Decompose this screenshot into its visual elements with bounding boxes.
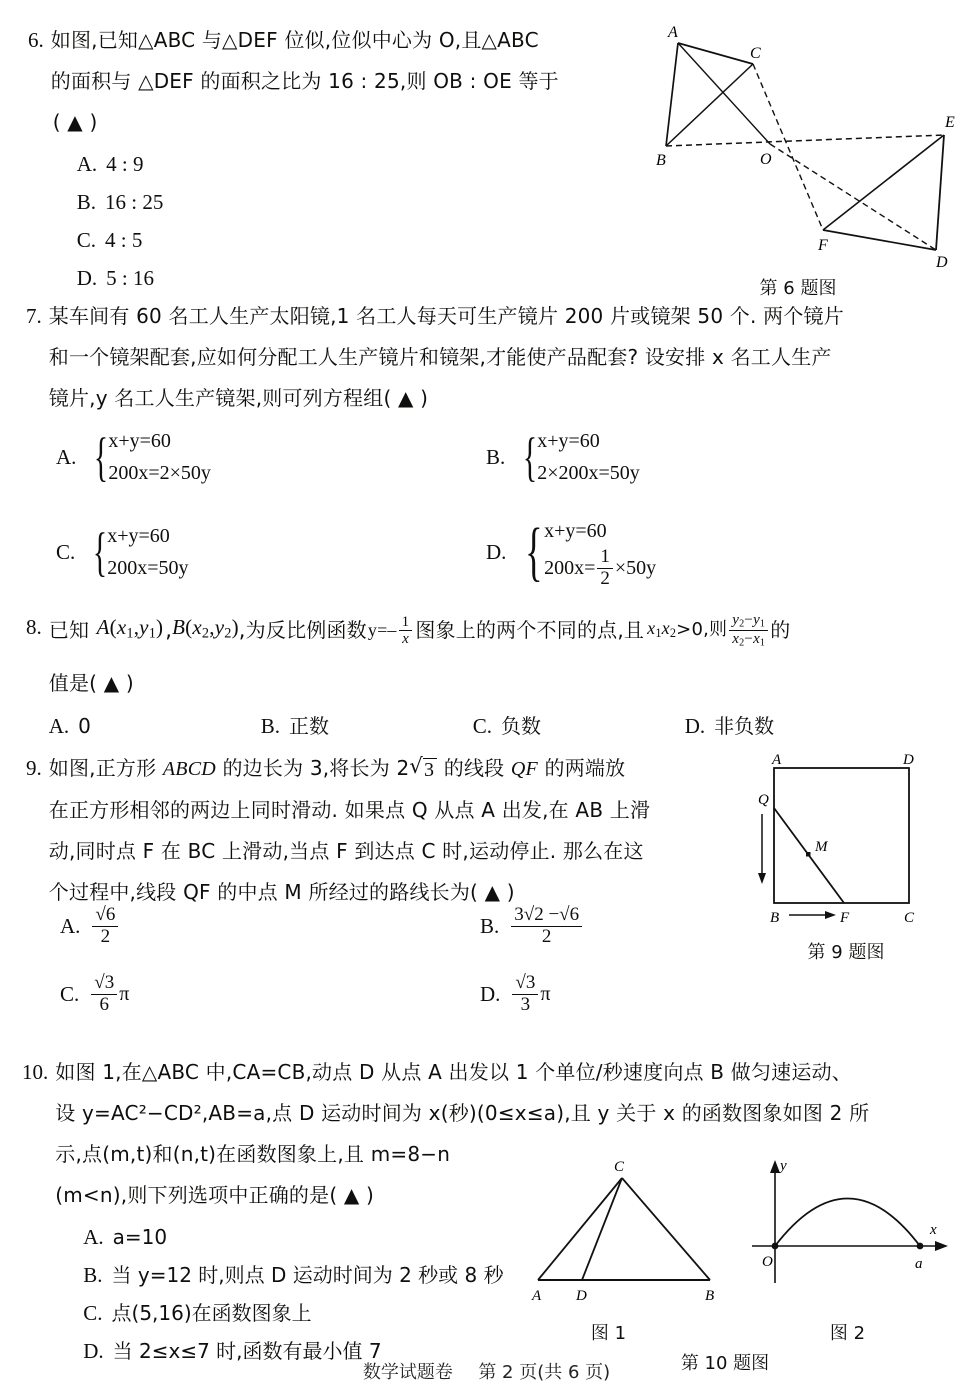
fraction-numerator: $y_2-y_1$ bbox=[729, 612, 768, 631]
question-9-line-1: 如图,正方形 ABCD 的边长为 3,将长为 2 √ 3 的线段 QF 的两端放 bbox=[48, 754, 626, 781]
svg-text:D: D bbox=[576, 1288, 587, 1304]
option-label: C. bbox=[56, 539, 76, 564]
option-label: C. bbox=[76, 228, 97, 252]
option-text: 负数 bbox=[501, 713, 542, 738]
option-text: 0 bbox=[78, 713, 91, 738]
svg-text:M: M bbox=[815, 839, 828, 855]
question-7-number: 7. bbox=[26, 304, 42, 328]
q8-text-3: 图象上的两个不同的点,且 bbox=[415, 618, 645, 643]
fraction-numerator: 1 bbox=[399, 614, 413, 631]
question-9-line-3: 动,同时点 F 在 BC 上滑动,当点 F 到达点 C 时,运动停止. 那么在这 bbox=[48, 839, 644, 863]
fraction-numerator: 3√2 −√6 bbox=[511, 905, 582, 927]
question-10-figure-1 bbox=[496, 1148, 736, 1345]
fraction-one-over-x bbox=[399, 614, 413, 647]
question-9-option-b[interactable] bbox=[480, 905, 584, 947]
brace-glyph: { bbox=[523, 426, 538, 487]
question-6-option-c[interactable] bbox=[77, 221, 668, 259]
option-label: B. bbox=[83, 1263, 103, 1287]
point-b-coordinates: $B(x_2,y_2)$ bbox=[172, 615, 239, 642]
equation-suffix: ×50y bbox=[614, 557, 657, 580]
fraction-denominator: 2 bbox=[541, 925, 552, 947]
option-label: A. bbox=[60, 913, 81, 938]
option-label: D. bbox=[684, 713, 706, 738]
svg-text:E: E bbox=[945, 114, 955, 131]
fraction-numerator: 1 bbox=[597, 547, 613, 569]
question-6-figure-caption: 第 6 题图 bbox=[759, 278, 837, 299]
question-7-options bbox=[56, 425, 956, 589]
svg-text:F: F bbox=[818, 237, 828, 254]
figure-10-1-svg bbox=[496, 1148, 736, 1313]
option-label: A. bbox=[76, 152, 98, 176]
question-10-number: 10. bbox=[22, 1060, 49, 1084]
option-text: 5 : 16 bbox=[106, 266, 155, 290]
quotient-fraction bbox=[729, 612, 768, 648]
question-10-figure-caption: 第 10 题图 bbox=[680, 1353, 770, 1374]
question-8-number: 8. bbox=[26, 615, 42, 639]
pi-symbol: π bbox=[540, 982, 551, 1005]
svg-text:D: D bbox=[903, 752, 914, 768]
option-label: D. bbox=[480, 981, 501, 1006]
svg-text:y: y bbox=[780, 1158, 787, 1174]
question-9 bbox=[26, 748, 746, 913]
option-label: C. bbox=[60, 981, 80, 1006]
question-7 bbox=[26, 296, 956, 419]
fraction-numerator: √3 bbox=[512, 973, 538, 995]
fraction-denominator: 2 bbox=[100, 925, 111, 947]
option-text: 当 2≤x≤7 时,函数有最小值 7 bbox=[112, 1339, 382, 1363]
condition-product: $x_1x_2$ bbox=[647, 617, 677, 640]
q8-text-1: 已知 bbox=[48, 618, 90, 643]
svg-text:a: a bbox=[915, 1256, 923, 1272]
fraction-denominator: $x_2-x_1$ bbox=[732, 630, 766, 649]
question-10-line-1: 如图 1,在△ABC 中,CA=CB,动点 D 从点 A 出发以 1 个单位/秒速度向点 B 做匀速运动、 bbox=[55, 1060, 852, 1084]
svg-text:C: C bbox=[904, 910, 915, 926]
option-label: A. bbox=[48, 713, 70, 738]
question-10-figure-2 bbox=[740, 1148, 970, 1345]
option-text: 4 : 5 bbox=[105, 228, 143, 252]
question-9-option-a[interactable] bbox=[60, 905, 480, 947]
question-7-line-1: 某车间有 60 名工人生产太阳镜,1 名工人每天可生产镜片 200 片或镜架 50 个. 两个镜片 bbox=[48, 304, 844, 328]
svg-text:B: B bbox=[656, 152, 666, 169]
question-9-options bbox=[60, 905, 760, 1015]
equation-prefix: 200x= bbox=[544, 557, 596, 580]
fraction-sqrt6-over-2 bbox=[92, 905, 118, 947]
footer-subject: 数学试题卷 bbox=[362, 1362, 453, 1383]
svg-text:D: D bbox=[936, 254, 948, 268]
svg-text:O: O bbox=[762, 1254, 773, 1270]
equation-2: 200x=2×50y bbox=[108, 462, 211, 484]
option-label: B. bbox=[76, 190, 97, 214]
question-8-line-2: 值是( ▲ ) bbox=[48, 670, 134, 695]
option-label: D. bbox=[76, 266, 98, 290]
question-6-line-2: 的面积与 △DEF 的面积之比为 16 : 25,则 OB : OE 等于 bbox=[50, 69, 559, 93]
question-6-options bbox=[51, 145, 668, 297]
fraction-denominator: 3 bbox=[520, 993, 531, 1015]
brace-glyph: { bbox=[93, 521, 108, 582]
question-7-option-c[interactable] bbox=[56, 515, 486, 589]
svg-text:F: F bbox=[840, 910, 850, 926]
figure-6-svg bbox=[648, 18, 968, 268]
svg-text:Q: Q bbox=[758, 792, 769, 808]
option-text: 点(5,16)在函数图象上 bbox=[111, 1301, 312, 1325]
equation-2 bbox=[544, 547, 656, 589]
option-label: D. bbox=[83, 1339, 104, 1363]
option-label: D. bbox=[486, 539, 507, 564]
fraction-numerator: √3 bbox=[91, 973, 117, 995]
q8-condition-text: >0,则 bbox=[676, 619, 728, 641]
option-label: B. bbox=[260, 713, 281, 738]
equation-1: x+y=60 bbox=[544, 520, 607, 542]
option-text: 正数 bbox=[289, 713, 330, 738]
option-text: a=10 bbox=[112, 1225, 168, 1249]
footer-page-number: 第 2 页(共 6 页) bbox=[478, 1362, 611, 1383]
question-7-option-d[interactable] bbox=[486, 515, 916, 589]
q8-text-4: 的 bbox=[770, 618, 791, 643]
figure-10-2-svg bbox=[740, 1148, 970, 1313]
fraction-sqrt3-over-6 bbox=[91, 973, 117, 1015]
question-8-options bbox=[49, 707, 966, 745]
question-6 bbox=[28, 20, 668, 297]
question-10-line-3: 示,点(m,t)和(n,t)在函数图象上,且 m=8−n bbox=[55, 1142, 451, 1166]
option-label: C. bbox=[472, 713, 493, 738]
question-6-figure bbox=[648, 18, 968, 300]
option-text: 16 : 25 bbox=[105, 190, 164, 214]
question-8 bbox=[26, 604, 966, 745]
question-9-figure bbox=[756, 752, 966, 964]
equation-2: 2×200x=50y bbox=[537, 462, 640, 484]
fraction-denominator: 2 bbox=[600, 567, 610, 589]
question-9-line-4: 个过程中,线段 QF 的中点 M 所经过的路线长为( ▲ ) bbox=[48, 880, 515, 904]
svg-text:C: C bbox=[614, 1159, 625, 1175]
svg-text:C: C bbox=[750, 45, 761, 62]
question-6-option-a[interactable] bbox=[77, 145, 668, 183]
question-7-option-a[interactable] bbox=[56, 425, 486, 489]
option-label: A. bbox=[56, 444, 77, 469]
question-9-figure-caption: 第 9 题图 bbox=[807, 942, 885, 963]
svg-text:x: x bbox=[930, 1222, 937, 1238]
question-10-line-2: 设 y=AC²−CD²,AB=a,点 D 运动时间为 x(秒)(0≤x≤a),且 y 关于 x 的函数图象如图 2 所 bbox=[55, 1101, 870, 1125]
question-9-line-2: 在正方形相邻的两边上同时滑动. 如果点 Q 从点 A 出发,在 AB 上滑 bbox=[48, 798, 651, 822]
option-text: 非负数 bbox=[714, 713, 775, 738]
fraction-one-half bbox=[597, 547, 613, 589]
question-10-line-4: (m<n),则下列选项中正确的是( ▲ ) bbox=[55, 1183, 375, 1207]
sqrt-3-radical: √ 3 bbox=[409, 756, 437, 782]
svg-text:A: A bbox=[668, 24, 678, 41]
figure-10-1-caption: 图 1 bbox=[590, 1323, 627, 1344]
question-7-option-b[interactable] bbox=[486, 425, 916, 489]
question-8-option-b[interactable] bbox=[261, 707, 473, 745]
fraction-sqrt3-over-3 bbox=[512, 973, 538, 1015]
fraction-denominator: 6 bbox=[99, 993, 109, 1015]
option-label: B. bbox=[480, 913, 500, 938]
option-text: 当 y=12 时,则点 D 运动时间为 2 秒或 8 秒 bbox=[111, 1263, 504, 1287]
question-6-option-b[interactable] bbox=[77, 183, 668, 221]
inverse-function-expression bbox=[367, 607, 415, 653]
equation-1: x+y=60 bbox=[537, 430, 600, 452]
question-6-number: 6. bbox=[28, 28, 44, 52]
equation-1: x+y=60 bbox=[107, 525, 170, 548]
brace-glyph: { bbox=[94, 426, 109, 487]
question-9-option-c[interactable] bbox=[60, 973, 480, 1015]
svg-text:O: O bbox=[760, 151, 772, 168]
svg-text:A: A bbox=[532, 1288, 542, 1304]
brace-glyph: { bbox=[525, 515, 543, 589]
svg-text:A: A bbox=[772, 752, 782, 768]
q8-text-2: 为反比例函数 bbox=[245, 618, 367, 643]
option-label: B. bbox=[486, 444, 506, 469]
option-text: 4 : 9 bbox=[106, 152, 144, 176]
svg-text:B: B bbox=[705, 1288, 715, 1304]
question-7-line-2: 和一个镜架配套,应如何分配工人生产镜片和镜架,才能使产品配套? 设安排 x 名工人生产 bbox=[48, 345, 832, 369]
question-8-option-d[interactable] bbox=[685, 707, 774, 745]
question-9-option-d[interactable] bbox=[480, 973, 550, 1015]
option-label: A. bbox=[83, 1225, 104, 1249]
figure-9-svg bbox=[756, 752, 966, 932]
equation-2: 200x=50y bbox=[107, 557, 189, 580]
question-8-option-a[interactable] bbox=[49, 707, 261, 745]
equation-1: x+y=60 bbox=[108, 430, 171, 452]
fraction-denominator: x bbox=[402, 630, 409, 647]
option-label: C. bbox=[83, 1301, 103, 1325]
question-6-line-1: 如图,已知△ABC 与△DEF 位似,位似中心为 O,且△ABC bbox=[50, 28, 539, 52]
svg-text:B: B bbox=[770, 910, 780, 926]
y-equals-neg: y=– bbox=[367, 620, 397, 641]
difference-quotient bbox=[727, 612, 770, 648]
question-6-option-d[interactable] bbox=[77, 259, 668, 297]
question-6-line-3: ( ▲ ) bbox=[52, 110, 98, 134]
fraction-numerator: √6 bbox=[92, 905, 118, 927]
figure-10-2-caption: 图 2 bbox=[829, 1323, 866, 1344]
question-8-line-1: 已知 $A(x_1,y_1)$ , $B(x_2,y_2)$ , 为反比例函数 y=– $\frac{1}{x}$ 图象上的两个不同的点,且 $x_1x_2$ >0,则 $\frac{y_2-y_1}{x_2-x_1}$ 的 bbox=[49, 604, 966, 657]
point-a-coordinates: $A(x_1,y_1)$ bbox=[96, 615, 164, 642]
page-footer bbox=[0, 1358, 973, 1384]
question-9-number: 9. bbox=[26, 756, 42, 780]
fraction-3sqrt2-minus-sqrt6-over-2 bbox=[511, 905, 582, 947]
pi-symbol: π bbox=[119, 982, 130, 1005]
question-8-option-c[interactable] bbox=[473, 707, 685, 745]
question-7-line-3: 镜片,y 名工人生产镜架,则可列方程组( ▲ ) bbox=[48, 386, 429, 410]
